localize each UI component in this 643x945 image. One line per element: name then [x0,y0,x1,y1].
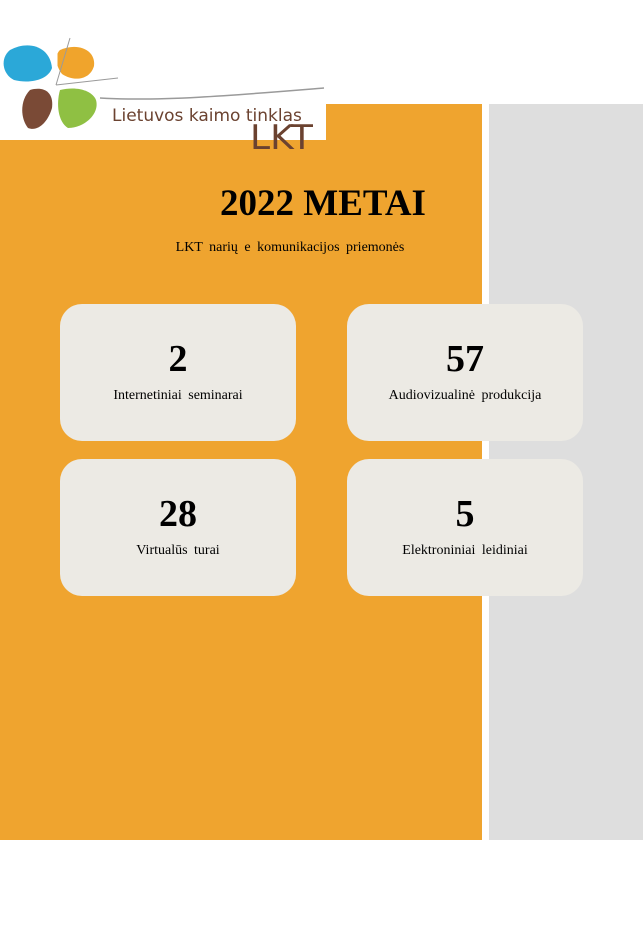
stat-label: Elektroniniai leidiniai [402,543,528,558]
stat-card-webinars [60,304,296,441]
page-subtitle: LKT narių e komunikacijos priemonės [175,240,405,255]
stat-label: Internetiniai seminarai [113,388,243,403]
stat-value: 5 [455,493,475,535]
stat-value: 2 [168,338,188,380]
logo-organization-name: Lietuvos kaimo tinklas [112,106,302,126]
stat-label: Virtualūs turai [136,543,220,558]
stat-value: 28 [159,493,197,535]
stat-card-audiovisual [347,304,583,441]
stat-label: Audiovizualinė produkcija [388,388,542,403]
stat-value: 57 [446,338,484,380]
logo-abbreviation: LKT [250,118,313,158]
page-title: 2022 METAI [220,183,426,224]
stat-card-virtual-tours [60,459,296,596]
lkt-logo [0,28,326,158]
stat-card-e-publications [347,459,583,596]
